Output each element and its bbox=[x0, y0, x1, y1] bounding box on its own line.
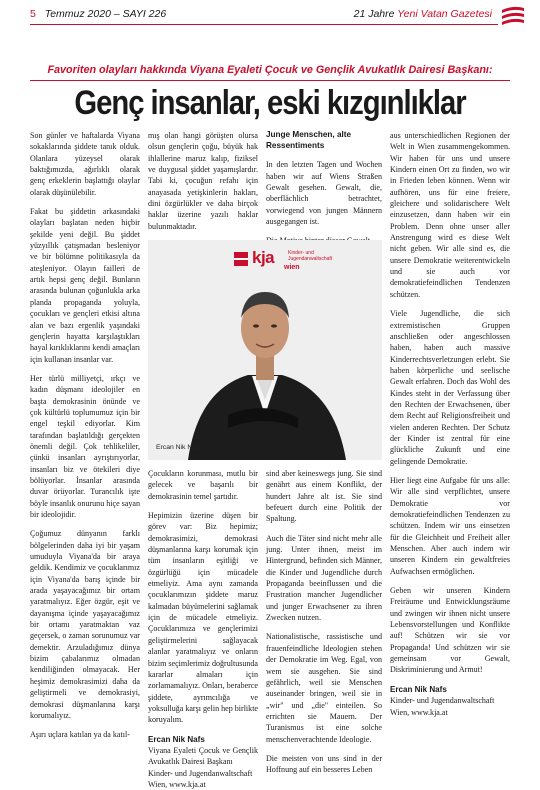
column-3-german-top bbox=[266, 130, 382, 255]
paragraph: Viele Jugendliche, die sich extremistischen Gruppen anschließen oder angeschlossen haben, haben auch massive Kinderrechtsverletzungen erlebt. Sie haben körperliche und seelische Gewalt erfahren. Doch das Wohl des Kindes steht in der Verfassung über den Rechten der Erwachsenen, über dem Recht auf Religionsfreiheit und vielen anderen Rechten. Der Schutz der Kinder ist zentral für eine glückliche Zukunft und eine gelingende Demokratie. bbox=[390, 309, 510, 466]
header-right bbox=[354, 8, 492, 20]
headline: Genç insanlar, eski kızgınlıklar bbox=[74, 84, 466, 122]
paragraph: Çoğumuz dünyanın farklı bölgelerinden daha iyi bir yaşam umuduyla Viyana'da bir araya geldik. Kendimiz ve çocuklarımız için Viyana'da barış içinde bir arada yaşayacağımız bir ortam yaratmalıyız. Eğer özgür, eşit ve dayanışma içinde yaşayacağımız bir ortamı yaratmaktan vaz geçersek, o zaman sorunumuz var demektir. Arzuladığımız dünya bizim çabalarımız olmadan kendiliğinden olmayacak. Her heşimiz demokrasimizi daha da geliştirmeli ve demokrasiyi, demokrasi düşmanlarına karşı korumalıyız. bbox=[30, 529, 140, 720]
kja-logo-text bbox=[288, 250, 332, 262]
author-org: Kinder- und Jugendanwaltschaft bbox=[148, 768, 253, 778]
author-name-turkish: Ercan Nik Nafs bbox=[148, 734, 205, 744]
column-3-german-bottom bbox=[266, 468, 382, 784]
author-name-german: Ercan Nik Nafs bbox=[390, 684, 447, 694]
newspaper-logo-icon bbox=[500, 4, 526, 26]
paragraph: Hepimizin üzerine düşen bir görev var: Biz hepimiz; demokrasimizi, demokrasi düşmanlarına karşı korumak için tüm insanların eşitliği ve özgürlüğü için mücadele etmeliyiz. Ama aynı zamanda çocuklarımızın şiddete maruz kalmadan büyümelerini sağlamak için de mücadele etmeliyiz. Çocuklarımıza ve gençlerimizi geliştirmelerini sağlayacak alanlar yaratmalıyız ve onların bizim seçimlerimiz doğrultusunda kararlar almaları için zorlamamalıyız. Onları, beraberce şiddete, ayrımcılığa ve yoksulluğa karşı gelin hep birlikte koruyalım. bbox=[148, 511, 258, 725]
header-left bbox=[30, 8, 166, 20]
paragraph: Son günler ve haftalarda Viyana sokaklarında şiddete tanık olduk. Olanlara yüzeysel olarak baktığımızda, ağırlıklı olarak genç erkeklerin başlattığı olaylar olarak düşünülebilir. bbox=[30, 131, 140, 197]
paragraph: Her türlü milliyetçi, ırkçı ve kadın düşmanı ideolojiler en başta demokrasinin önünde ve çok kültürlü toplumumuz için bir engel teşkil ediyorlar. Kim tarafından başlatıldığı gerçekten önemli değil. Çok tehlikeliler, çünkü insanları ayrıştırıyorlar, insanları biz ve ötekileri diye bölüyorlar. İnsanlar arasında duvar örüyorlar. Turancılık işte böyle insanlık onurunu hiçe sayan bir ideolojidir. bbox=[30, 373, 140, 519]
author-org-german: Kinder- und Jugendanwaltschaft bbox=[390, 696, 495, 706]
paragraph: Hier liegt eine Aufgabe für uns alle: Wir alle sind verpflichtet, unsere Demokratie vor demokratiefeindlichen Tendenzen zu schützen. Indem wir uns einsetzen für die Gleichheit und Freiheit aller Menschen. Aber auch indem wir unseren Kindern ein gewaltfreies Aufwachsen ermöglichen. bbox=[390, 475, 510, 576]
kja-logo-city: wien bbox=[284, 264, 300, 271]
newspaper-name: Yeni Vatan Gazetesi bbox=[397, 8, 492, 20]
page-number: 5 bbox=[30, 8, 36, 20]
paragraph: Geben wir unseren Kindern Freiräume und Entwicklungsräume und zwingen wir ihnen nicht unsere Lebensvorstellungen und Konflikte auf! Schützen wir sie vor Propaganda! Und schützen wir sie gemeinsam vor Gewalt, Diskriminierung und Armut! bbox=[390, 586, 510, 675]
author-website-german: Wien, www.kja.at bbox=[390, 707, 448, 717]
paragraph: Nationalistische, rassistische und frauenfeindliche Ideologien stehen der Demokratie im Weg. Egal, von wem sie ausgehen. Sie sind gefährlich, weil sie Menschen auseinander bringen, weil sie in „wir" und „die" einteilen. So errichten sie Mauern. Der Turanismus ist eine solche menschenverachtende Ideologie. bbox=[266, 632, 382, 744]
header-rule bbox=[30, 24, 498, 25]
kicker-rule bbox=[30, 80, 510, 81]
column-2-turkish-bottom bbox=[148, 468, 258, 790]
paragraph: Fakat bu şiddetin arkasındaki olayları başlatan neden hiçbir şekilde yeni değil. Bu şiddet yüzyıllık çatışmadan besleniyor ve bir bölümne politikasıyla da ateşleniyor. Olayın failleri de artık hepsi genç değil. Bunların arasında bulunan çoğunlukla arka planda propaganda yoluyla, çocukları ve gençleri etkisi altına alan ve bazı ergenlik yaşındaki gençlerin hayatta karşılaştıkları hayal kırıklıklarını kendi amaçları için kullanan insanlar var. bbox=[30, 207, 140, 364]
article-kicker: Favoriten olayları hakkında Viyana Eyaleti Çocuk ve Gençlik Avukatlık Dairesi Başkanı: bbox=[47, 64, 493, 76]
author-title-turkish: Viyana Eyaleti Çocuk ve Gençlik Avukatlık Dairesi Başkanı bbox=[148, 745, 258, 767]
paragraph: sind aber keineswegs jung. Sie sind genährt aus einem Konflikt, der hundert Jahre alt ist. Sie sind befeuert durch eine Politik der Spaltung. bbox=[266, 469, 382, 524]
kja-logo-line2: Jugendanwaltschaft bbox=[288, 256, 333, 262]
paragraph: Die meisten von uns sind in der Hoffnung auf ein besseres Leben bbox=[266, 753, 382, 775]
paragraph: Çocukların korunması, mutlu bir gelecek ve başarılı bir demokrasinin temel şartıdır. bbox=[148, 469, 258, 501]
author-website: Wien, www.kja.at bbox=[148, 779, 206, 789]
paragraph: In den letzten Tagen und Wochen haben wir auf Wiens Straßen Gewalt gesehen. Gewalt, die, oberflächlich betrachtet, vorwiegend von jungen Männern ausgegangen ist. bbox=[266, 160, 382, 226]
kja-logo-mark: kja bbox=[252, 248, 275, 267]
paragraph: Aşırı uçlara katılan ya da katıl- bbox=[30, 730, 130, 740]
column-2-turkish-top bbox=[148, 130, 258, 240]
paragraph: Auch die Täter sind nicht mehr alle jung. Unter ihnen, meist im Hintergrund, befinden sich Männer, die Kinder und Jugendliche durch Propaganda beeinflussen und die Frustration mancher Jugendlicher und junger Erwachsener zu ihren Zwecken nutzen. bbox=[266, 533, 382, 623]
issue-date: Temmuz 2020 – SAYI 226 bbox=[44, 8, 167, 20]
anniversary-label: 21 Jahre bbox=[353, 8, 395, 20]
column-1-turkish bbox=[30, 130, 140, 749]
page-header bbox=[30, 8, 510, 24]
kja-logo bbox=[252, 248, 344, 278]
german-subheading: Junge Menschen, alte Ressentiments bbox=[266, 130, 352, 150]
photo-caption: Ercan Nik Nafs bbox=[156, 444, 202, 451]
paragraph: mış olan hangi görüşten olursa olsun gençlerin çoğu, büyük hak ihlallerine maruz kalıp, fiziksel ve duygusal şiddet yaşamışlardır. Tabi ki, çocuğun refahı için anayasada yetişkinlerin hakları, dini özgürlükler ve daha birçok haklar üzerine yazılı haklar bulunmaktadır. bbox=[148, 131, 258, 231]
vienna-flag-icon bbox=[234, 252, 248, 266]
kja-logo-line1: Kinder- und bbox=[288, 250, 314, 256]
column-4-german bbox=[390, 130, 510, 718]
paragraph: aus unterschiedlichen Regionen der Welt in Wien zusammengekommen. Wir haben für uns und unsere Kindern einen Ort zu finden, wo wir in Frieden leben können. Wenn wir aufhören, uns für eine freiere, gleichere und solidarischere Welt einzusetzen, dann haben wir ein Problem. Denn ohne unser aller Anstrengung wird es diese Welt nicht geben. Wir alle sind es, die unsere Demokratie weiterentwickeln und sie auch vor demokratiefeindlichen Tendenzen schützen. bbox=[390, 131, 510, 299]
